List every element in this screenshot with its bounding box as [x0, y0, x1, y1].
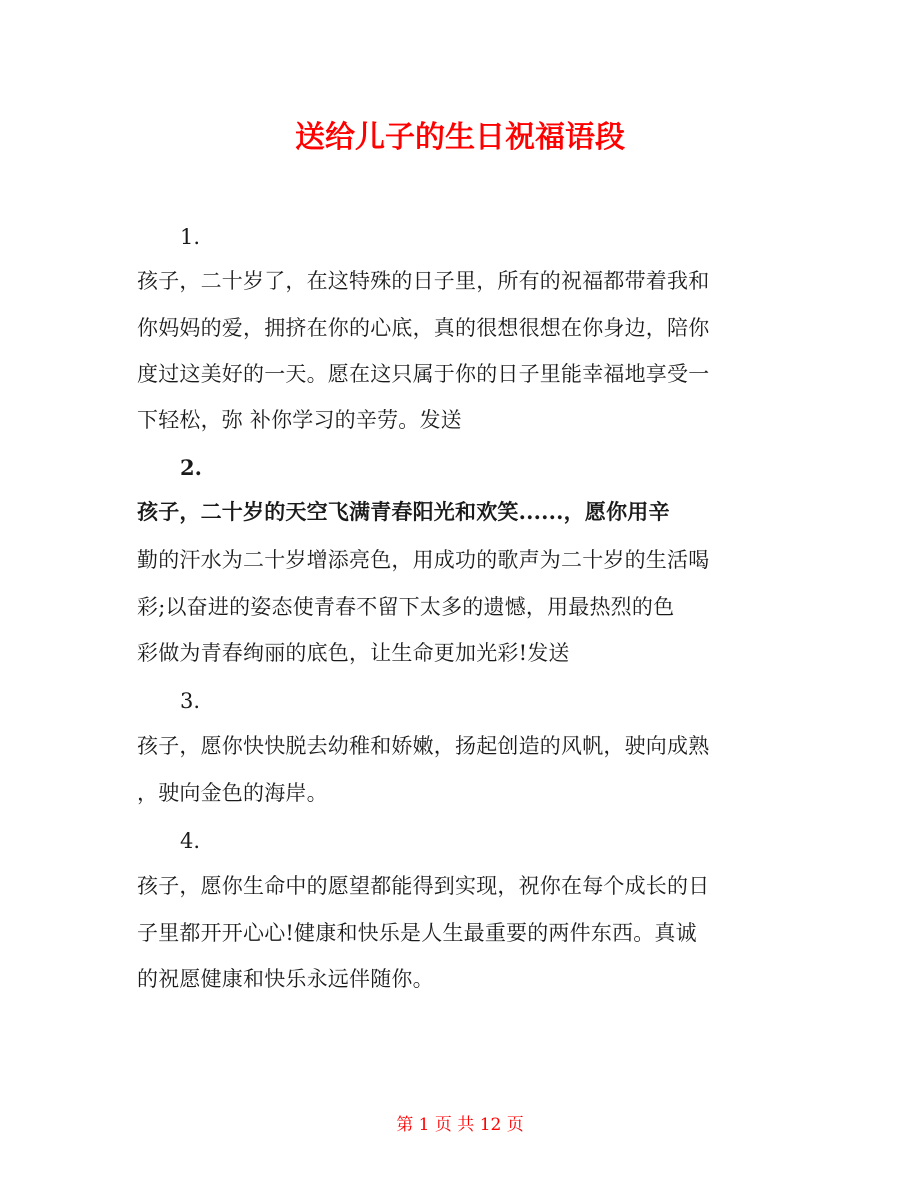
- section-2-line-1: [137, 497, 670, 527]
- section-number-4: 4.: [180, 829, 201, 853]
- section-2-line-1-emphasis: 孩子，二十岁的天空飞满青春阳光和欢笑......，愿你用辛: [137, 499, 670, 524]
- section-3-line-2: ，驶向金色的海岸。: [137, 781, 328, 805]
- page-title: 送给儿子的生日祝福语段: [295, 120, 625, 155]
- section-4-line-3: 的祝愿健康和快乐永远伴随你。: [137, 967, 434, 991]
- section-1-line-1: 孩子，二十岁了，在这特殊的日子里，所有的祝福都带着我和: [137, 269, 710, 293]
- section-2-line-2: 勤的汗水为二十岁增添亮色，用成功的歌声为二十岁的生活喝: [137, 548, 710, 572]
- section-2-line-3: 彩;以奋进的姿态使青春不留下太多的遗憾，用最热烈的色: [137, 595, 675, 619]
- section-3-line-1: 孩子，愿你快快脱去幼稚和娇嫩，扬起创造的风帆，驶向成熟: [137, 734, 710, 758]
- section-1-line-2: 你妈妈的爱，拥挤在你的心底，真的很想很想在你身边，陪你: [137, 316, 710, 340]
- section-4-line-1: 孩子，愿你生命中的愿望都能得到实现，祝你在每个成长的日: [137, 874, 710, 898]
- section-number-1: 1.: [180, 225, 201, 249]
- page-footer: 第 1 页 共 12 页: [396, 1115, 524, 1135]
- section-2-line-4: 彩做为青春绚丽的底色，让生命更加光彩!发送: [137, 641, 570, 665]
- section-1-line-4: 下轻松，弥 补你学习的辛劳。发送: [137, 408, 462, 432]
- section-number-2: 2.: [180, 455, 202, 480]
- section-number-3: 3.: [180, 689, 201, 713]
- section-1-line-3: 度过这美好的一天。愿在这只属于你的日子里能幸福地享受一: [137, 362, 710, 386]
- section-4-line-2: 子里都开开心心!健康和快乐是人生最重要的两件东西。真诚: [137, 921, 697, 945]
